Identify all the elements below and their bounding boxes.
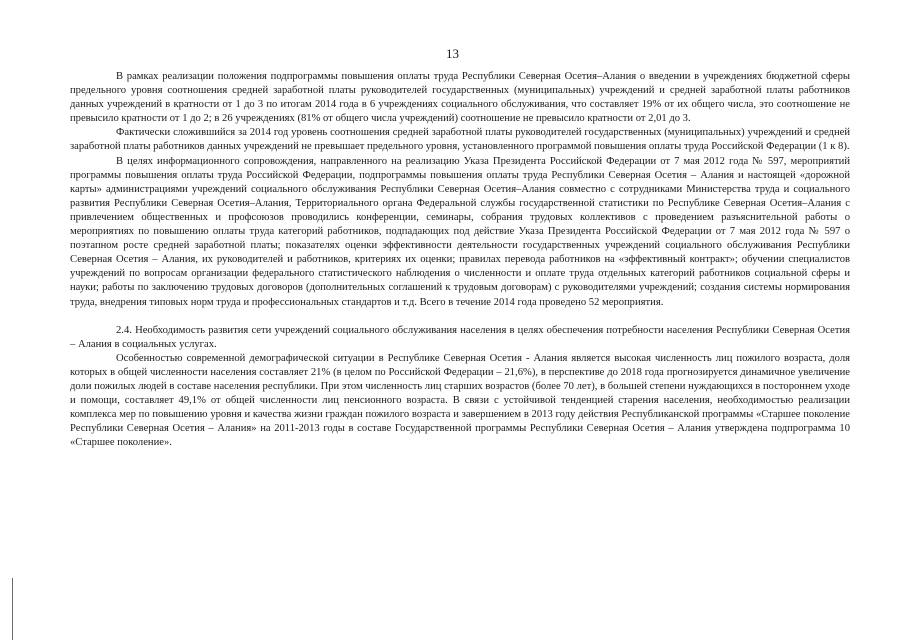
page-number: 13 bbox=[446, 46, 459, 61]
section-heading: 2.4. Необходимость развития сети учреждений социального обслуживания населения в целях обеспечения потребности населения Республики Северная Осетия – Алания в социальных услугах. bbox=[70, 324, 850, 350]
paragraph-demographics: Особенностью современной демографической ситуации в Республике Северная Осетия - Алания является высокая численность лиц пожилого возраста, доля которых в общей численности населения составляет 21% (в целом по Российской Федерации – 21,6%), в перспективе до 2018 года прогнозируется динамичное увеличение доли пожилых людей в составе населения республики. При этом численность лиц старших возрастов (более 70 лет), в большей степени нуждающихся в постороннем уходе и помощи, составляет 49,1% от общей численности лиц пенсионного возраста. В связи с устойчивой тенденцией старения населения, необходимостью реализации комплекса мер по повышению уровня и качества жизни граждан пожилого возраста и завершением в 2013 году действия Республиканской программы «Старшее поколение Республики Северная Осетия – Алания» на 2011-2013 годы в составе Государственной программы Республики Северная Осетия – Алания утверждена подпрограмма 10 «Старшее поколение». bbox=[70, 352, 850, 449]
paragraph-information-support: В целях информационного сопровождения, направленного на реализацию Указа Президента Российской Федерации от 7 мая 2012 года № 597, мероприятий программы повышения оплаты труда Российской Федерации, подпрограммы повышения оплаты труда Республики Северная Осетия – Алания и настоящей «дорожной карты» администрациями учреждений социального обслуживания Республики Северная Осетия–Алания совместно с сотрудниками Министерства труда и социального развития Республики Северная Осетия–Алания, Территориального органа Федеральной службы государственной статистики по Республике Северная Осетия–Алания с привлечением общественных и профсоюзов проводились конференции, семинары, собрания трудовых коллективов с проведением разъяснительной работы о мероприятиях по повышению оплаты труда категорий работников, подпадающих под действие Указа Президента Российской Федерации от 7 мая 2012 года № 597 о поэтапном росте средней заработной платы; показателях оценки эффективности деятельности государственных учреждений социального обслуживания Республики Северная Осетия – Алания, их руководителей и работников, критериях их оценки; правилах перевода работников на «эффективный контракт»; обучении специалистов учреждений по вопросам организации федерального статистического наблюдения о численности и оплате труда отдельных категорий работников социальной сферы и науки; работы по заключению трудовых договоров (дополнительных соглашений к трудовым договорам) с руководителями учреждений; создания системы нормирования труда, внедрения типовых норм труда и профессиональных стандартов и т.д. Всего в течение 2014 года проведено 52 мероприятия. bbox=[70, 155, 850, 308]
paragraph-salary-ratio: В рамках реализации положения подпрограммы повышения оплаты труда Республики Северная Осетия–Алания о введении в учреждениях бюджетной сферы предельного уровня соотношения средней заработной платы руководителей государственных (муниципальных) учреждений и средней заработной платы работников данных учреждений в кратности от 1 до 3 по итогам 2014 года в 6 учреждениях социального обслуживания, что составляет 19% от их общего числа, это соотношение не превысило кратности от 1 до 2; в 26 учреждениях (81% от общего числа учреждений) соотношение не превысило кратности от 2,01 до 3. bbox=[70, 71, 850, 125]
document-body bbox=[70, 70, 850, 450]
scan-edge-line bbox=[12, 578, 13, 640]
paragraph-actual-ratio: Фактически сложившийся за 2014 год уровень соотношения средней заработной платы руководителей государственных (муниципальных) учреждений и средней заработной платы работников данных учреждений не превышает предельного уровня, установленного программой повышения оплаты труда Российской Федерации (1 к 8). bbox=[70, 127, 850, 153]
